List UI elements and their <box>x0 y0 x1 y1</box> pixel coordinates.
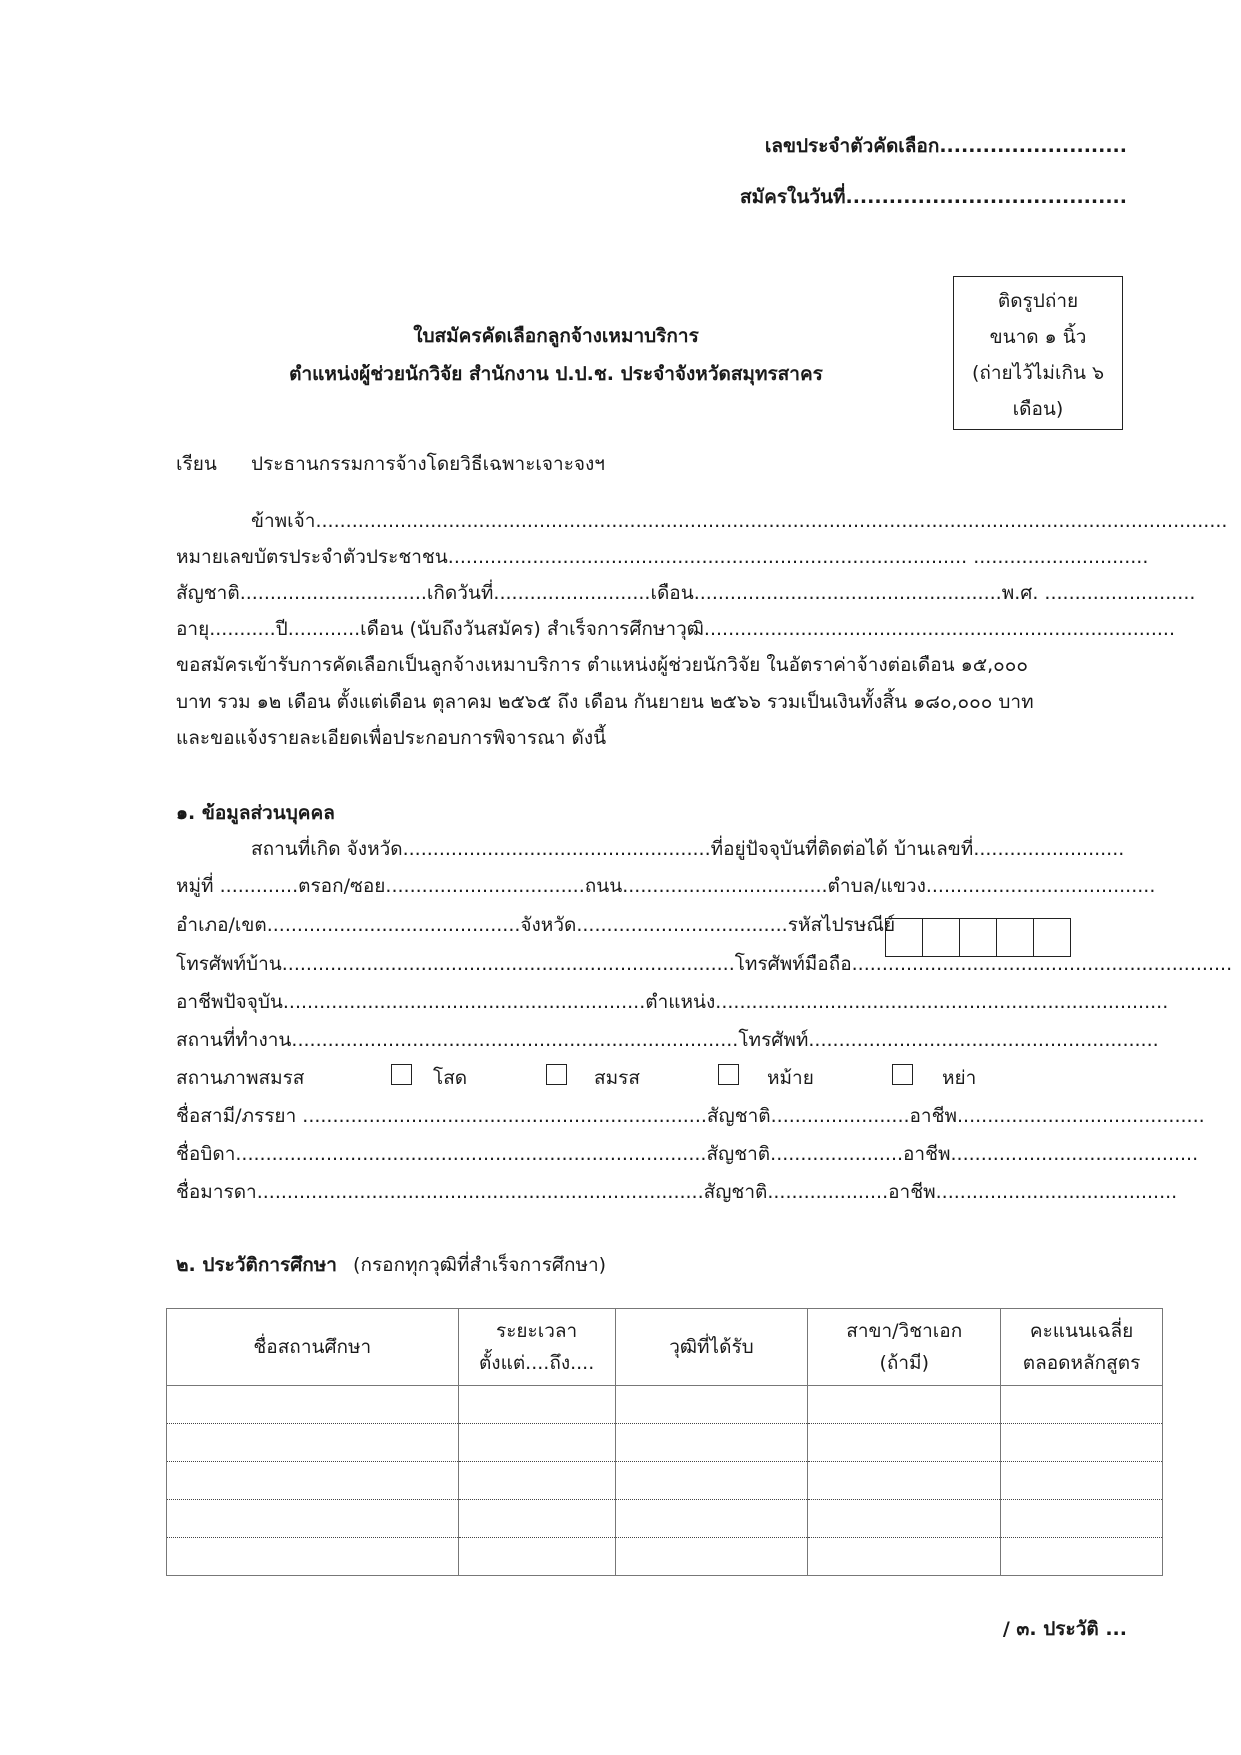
body-text-line1: ขอสมัครเข้ารับการคัดเลือกเป็นลูกจ้างเหมาบริการ ตำแหน่งผู้ช่วยนักวิจัย ในอัตราค่าจ้างต่อเดือน ๑๕,๐๐๐ <box>176 654 1028 676</box>
table-cell[interactable] <box>615 1538 808 1576</box>
postal-code-digit-4[interactable] <box>996 918 1034 957</box>
body-text-line2: บาท รวม ๑๒ เดือน ตั้งแต่เดือน ตุลาคม ๒๕๖๕ ถึง เดือน กันยายน ๒๕๖๖ รวมเป็นเงินทั้งสิ้น ๑๘๐,๐๐๐ บาท <box>176 691 1034 713</box>
section2-header <box>176 1256 606 1275</box>
table-row <box>167 1538 1163 1576</box>
district-province-field[interactable]: อำเภอ/เขต..........................................จังหวัด...................................รหัสไปรษณีย์ <box>176 914 896 936</box>
workplace-field[interactable]: สถานที่ทำงาน..........................................................................โทรศัพท์.......................................................... <box>176 1029 1159 1051</box>
table-cell[interactable] <box>1001 1386 1163 1424</box>
table-cell[interactable] <box>615 1500 808 1538</box>
table-cell[interactable] <box>1001 1500 1163 1538</box>
table-cell[interactable] <box>458 1424 615 1462</box>
table-cell[interactable] <box>458 1538 615 1576</box>
education-table <box>166 1308 1163 1576</box>
table-cell[interactable] <box>167 1462 459 1500</box>
table-cell[interactable] <box>1001 1424 1163 1462</box>
postal-code-digit-5[interactable] <box>1033 918 1071 957</box>
salutation-recipient: ประธานกรรมการจ้างโดยวิธีเฉพาะเจาะจงฯ <box>251 453 605 475</box>
postal-code-digit-3[interactable] <box>959 918 997 957</box>
photo-instruction-line1: ติดรูปถ่าย <box>997 290 1079 312</box>
salutation-label: เรียน <box>176 453 217 475</box>
col-gpa: คะแนนเฉลี่ย ตลอดหลักสูตร <box>1001 1309 1163 1386</box>
marital-widowed-label: หม้าย <box>767 1067 814 1089</box>
marital-divorced-label: หย่า <box>942 1067 977 1089</box>
table-cell[interactable] <box>808 1500 1001 1538</box>
table-cell[interactable] <box>167 1386 459 1424</box>
table-cell[interactable] <box>167 1538 459 1576</box>
apply-date-field[interactable]: สมัครในวันที่....................................... <box>740 186 1127 208</box>
table-cell[interactable] <box>808 1386 1001 1424</box>
marital-married-checkbox[interactable] <box>546 1064 567 1085</box>
col-institution: ชื่อสถานศึกษา <box>167 1309 459 1386</box>
moo-road-subdistrict-field[interactable]: หมู่ที่ .............ตรอก/ซอย.................................ถนน..................................ตำบล/แขวง...................................... <box>176 875 1156 897</box>
birthplace-address-field[interactable]: สถานที่เกิด จังหวัด...................................................ที่อยู่ปัจจุบันที่ติดต่อได้ บ้านเลขที่......................... <box>251 838 1125 860</box>
marital-single-checkbox[interactable] <box>391 1064 412 1085</box>
section1-heading: ๑. ข้อมูลส่วนบุคคล <box>176 802 335 824</box>
photo-instruction-line2: ขนาด ๑ นิ้ว <box>989 326 1087 348</box>
education-table-header-row <box>167 1309 1163 1386</box>
marital-widowed-checkbox[interactable] <box>718 1064 739 1085</box>
father-field[interactable]: ชื่อบิดา..............................................................................สัญชาติ......................อาชีพ......................................... <box>176 1143 1199 1165</box>
continue-next-page: / ๓. ประวัติ ... <box>1002 1618 1127 1640</box>
col-major: สาขา/วิชาเอก (ถ้ามี) <box>808 1309 1001 1386</box>
spouse-field[interactable]: ชื่อสามี/ภรรยา ...................................................................สัญชาติ.......................อาชีพ......................................... <box>176 1105 1205 1127</box>
table-cell[interactable] <box>615 1462 808 1500</box>
table-cell[interactable] <box>808 1424 1001 1462</box>
table-cell[interactable] <box>615 1424 808 1462</box>
table-row <box>167 1386 1163 1424</box>
postal-code-digit-2[interactable] <box>922 918 960 957</box>
marital-divorced-checkbox[interactable] <box>892 1064 913 1085</box>
section2-note: (กรอกทุกวุฒิที่สำเร็จการศึกษา) <box>353 1254 607 1276</box>
table-cell[interactable] <box>808 1462 1001 1500</box>
mother-field[interactable]: ชื่อมารดา..........................................................................สัญชาติ....................อาชีพ........................................ <box>176 1181 1178 1203</box>
table-cell[interactable] <box>167 1500 459 1538</box>
form-subtitle: ตำแหน่งผู้ช่วยนักวิจัย สำนักงาน ป.ป.ช. ประจำจังหวัดสมุทรสาคร <box>289 363 823 385</box>
postal-code-digit-1[interactable] <box>885 918 923 957</box>
age-education-field[interactable]: อายุ...........ปี............เดือน (นับถึงวันสมัคร) สำเร็จการศึกษาวุฒิ.............................................................................. <box>176 618 1175 640</box>
table-cell[interactable] <box>1001 1538 1163 1576</box>
col-degree: วุฒิที่ได้รับ <box>615 1309 808 1386</box>
table-cell[interactable] <box>615 1386 808 1424</box>
photo-instruction-line4: เดือน) <box>1012 398 1064 420</box>
marital-married-label: สมรส <box>594 1067 640 1089</box>
form-title: ใบสมัครคัดเลือกลูกจ้างเหมาบริการ <box>413 325 699 347</box>
photo-instruction-line3: (ถ่ายไว้ไม่เกิน ๖ <box>971 362 1105 384</box>
phone-field[interactable]: โทรศัพท์บ้าน...........................................................................โทรศัพท์มือถือ............................................................... <box>176 953 1233 975</box>
table-cell[interactable] <box>458 1386 615 1424</box>
table-row <box>167 1424 1163 1462</box>
occupation-field[interactable]: อาชีพปัจจุบัน............................................................ตำแหน่ง........................................................................... <box>176 991 1169 1013</box>
body-text-line3: และขอแจ้งรายละเอียดเพื่อประกอบการพิจารณา ดังนี้ <box>176 727 607 749</box>
col-period: ระยะเวลา ตั้งแต่....ถึง.... <box>458 1309 615 1386</box>
marital-single-label: โสด <box>433 1067 468 1089</box>
applicant-name-field[interactable]: ข้าพเจ้า....................................................................................................................................................... <box>251 510 1228 532</box>
table-cell[interactable] <box>458 1500 615 1538</box>
marital-status-label: สถานภาพสมรส <box>176 1067 305 1089</box>
table-cell[interactable] <box>458 1462 615 1500</box>
table-cell[interactable] <box>1001 1462 1163 1500</box>
table-cell[interactable] <box>808 1538 1001 1576</box>
table-cell[interactable] <box>167 1424 459 1462</box>
photo-placeholder[interactable] <box>953 276 1123 430</box>
national-id-field[interactable]: หมายเลขบัตรประจำตัวประชาชน...................................................................................... ............................. <box>176 546 1149 568</box>
table-row <box>167 1462 1163 1500</box>
selection-id-field[interactable]: เลขประจำตัวคัดเลือก.......................... <box>764 135 1127 157</box>
table-row <box>167 1500 1163 1538</box>
nationality-birthdate-field[interactable]: สัญชาติ...............................เกิดวันที่..........................เดือน...................................................พ.ศ. ......................... <box>176 582 1196 604</box>
section2-heading: ๒. ประวัติการศึกษา <box>176 1254 337 1276</box>
